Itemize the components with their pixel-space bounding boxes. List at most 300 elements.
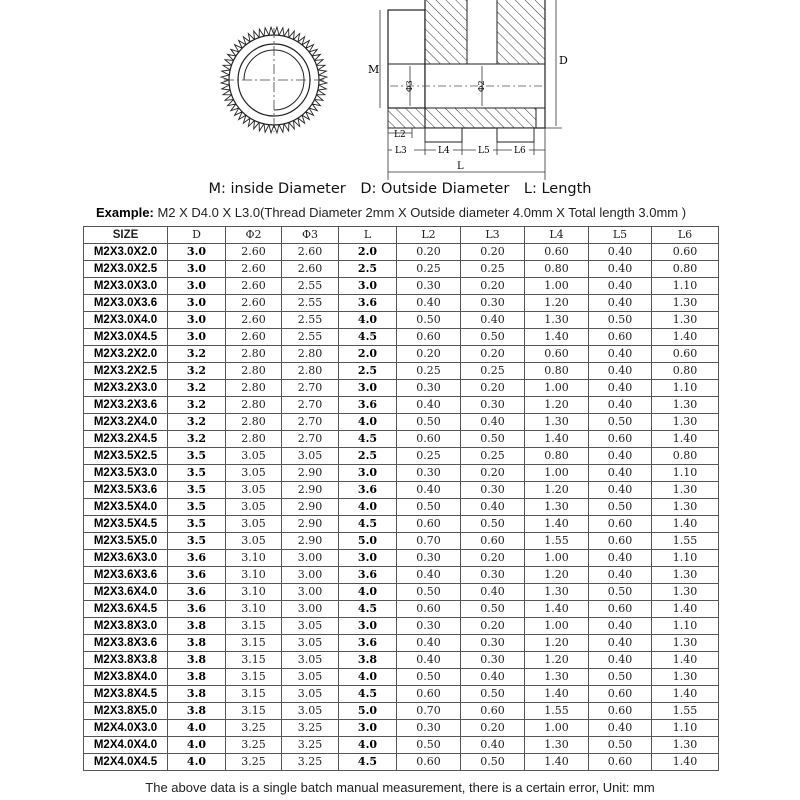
cell-d: 3.5 — [168, 516, 226, 533]
table-row — [84, 346, 719, 363]
cell-d: 3.2 — [168, 380, 226, 397]
table-row — [84, 737, 719, 754]
cell-l3: 0.60 — [461, 703, 525, 720]
cell-l6: 1.10 — [652, 380, 719, 397]
cell-phi2: 3.25 — [226, 754, 282, 771]
cell-phi2: 3.05 — [226, 448, 282, 465]
cell-phi2: 3.15 — [226, 618, 282, 635]
cell-l: 4.5 — [339, 516, 397, 533]
table-row — [84, 431, 719, 448]
cell-l: 2.5 — [339, 261, 397, 278]
cell-l5: 0.40 — [589, 448, 652, 465]
phi2-label: Φ2 — [477, 80, 486, 92]
cell-l2: 0.60 — [397, 516, 461, 533]
cell-size: M2X3.5X2.5 — [84, 448, 168, 465]
cell-phi2: 3.05 — [226, 533, 282, 550]
cell-phi3: 2.80 — [282, 363, 339, 380]
cell-l: 3.0 — [339, 618, 397, 635]
cell-l6: 1.55 — [652, 703, 719, 720]
cell-l3: 0.50 — [461, 754, 525, 771]
cell-l4: 0.80 — [525, 261, 589, 278]
cell-size: M2X3.5X3.6 — [84, 482, 168, 499]
cell-l3: 0.40 — [461, 669, 525, 686]
phi3-label: Φ3 — [405, 80, 414, 92]
col-header-l: L — [339, 227, 397, 244]
cell-size: M2X3.6X4.5 — [84, 601, 168, 618]
cell-l3: 0.40 — [461, 499, 525, 516]
cell-phi3: 2.90 — [282, 465, 339, 482]
cell-d: 3.0 — [168, 261, 226, 278]
cell-l5: 0.40 — [589, 380, 652, 397]
cell-l: 4.0 — [339, 584, 397, 601]
cell-d: 3.2 — [168, 397, 226, 414]
cell-d: 3.6 — [168, 601, 226, 618]
cell-l: 3.0 — [339, 278, 397, 295]
col-header-size: SIZE — [84, 227, 168, 244]
cell-l2: 0.50 — [397, 669, 461, 686]
cell-l3: 0.30 — [461, 652, 525, 669]
cell-d: 3.5 — [168, 465, 226, 482]
table-row — [84, 533, 719, 550]
cell-l5: 0.40 — [589, 295, 652, 312]
cell-l2: 0.60 — [397, 431, 461, 448]
cell-size: M2X3.8X3.6 — [84, 635, 168, 652]
cell-size: M2X4.0X4.5 — [84, 754, 168, 771]
cell-size: M2X3.5X3.0 — [84, 465, 168, 482]
cell-l3: 0.30 — [461, 635, 525, 652]
cell-d: 3.0 — [168, 312, 226, 329]
cell-l5: 0.40 — [589, 618, 652, 635]
cell-l6: 1.10 — [652, 465, 719, 482]
cell-phi2: 3.05 — [226, 499, 282, 516]
cell-l6: 1.30 — [652, 295, 719, 312]
cell-l2: 0.20 — [397, 244, 461, 261]
cell-phi2: 3.25 — [226, 720, 282, 737]
cell-d: 3.0 — [168, 278, 226, 295]
legend-m: M: inside Diameter — [208, 181, 346, 197]
cell-l3: 0.50 — [461, 516, 525, 533]
cell-l3: 0.20 — [461, 244, 525, 261]
cell-l5: 0.60 — [589, 686, 652, 703]
cell-l5: 0.50 — [589, 737, 652, 754]
cell-l3: 0.30 — [461, 567, 525, 584]
cell-l: 4.5 — [339, 754, 397, 771]
cell-l: 4.5 — [339, 686, 397, 703]
cell-phi2: 3.10 — [226, 584, 282, 601]
cell-l5: 0.40 — [589, 346, 652, 363]
cell-phi3: 3.05 — [282, 686, 339, 703]
insert-technical-drawing — [0, 0, 800, 180]
cell-l2: 0.30 — [397, 465, 461, 482]
table-row — [84, 720, 719, 737]
table-row — [84, 618, 719, 635]
l6-label: L6 — [514, 146, 526, 156]
cell-d: 3.2 — [168, 363, 226, 380]
table-row — [84, 397, 719, 414]
cell-l2: 0.50 — [397, 584, 461, 601]
cell-size: M2X3.8X5.0 — [84, 703, 168, 720]
cell-l5: 0.60 — [589, 431, 652, 448]
upper-wall-right — [497, 0, 545, 64]
table-row — [84, 244, 719, 261]
cell-l2: 0.60 — [397, 601, 461, 618]
cell-l5: 0.40 — [589, 261, 652, 278]
cell-size: M2X3.0X2.5 — [84, 261, 168, 278]
cell-size: M2X3.8X4.5 — [84, 686, 168, 703]
example-label: Example: — [96, 205, 154, 220]
table-row — [84, 754, 719, 771]
cell-l5: 0.60 — [589, 601, 652, 618]
cell-l: 2.5 — [339, 363, 397, 380]
col-header-d: D — [168, 227, 226, 244]
cell-phi3: 3.05 — [282, 703, 339, 720]
cell-l4: 1.40 — [525, 431, 589, 448]
table-row — [84, 635, 719, 652]
cell-l2: 0.50 — [397, 499, 461, 516]
cell-l: 3.6 — [339, 295, 397, 312]
cell-phi3: 2.70 — [282, 431, 339, 448]
cell-l6: 1.30 — [652, 482, 719, 499]
cell-size: M2X3.2X3.0 — [84, 380, 168, 397]
cell-l3: 0.50 — [461, 601, 525, 618]
cell-l6: 1.10 — [652, 720, 719, 737]
cell-l2: 0.40 — [397, 567, 461, 584]
cell-l2: 0.30 — [397, 380, 461, 397]
cell-l: 4.0 — [339, 669, 397, 686]
cell-size: M2X3.0X4.0 — [84, 312, 168, 329]
d-label: D — [559, 54, 568, 67]
cell-l: 3.6 — [339, 635, 397, 652]
cell-l: 3.8 — [339, 652, 397, 669]
cell-l3: 0.30 — [461, 295, 525, 312]
table-row — [84, 329, 719, 346]
cell-l6: 1.30 — [652, 635, 719, 652]
cell-phi3: 2.55 — [282, 312, 339, 329]
cell-size: M2X3.2X4.0 — [84, 414, 168, 431]
cell-phi3: 2.70 — [282, 397, 339, 414]
table-row — [84, 482, 719, 499]
cell-d: 3.5 — [168, 448, 226, 465]
cell-d: 3.5 — [168, 533, 226, 550]
cell-l2: 0.60 — [397, 686, 461, 703]
cell-l: 3.0 — [339, 465, 397, 482]
cell-phi2: 2.80 — [226, 346, 282, 363]
upper-wall-left — [425, 0, 467, 64]
cell-phi2: 2.60 — [226, 261, 282, 278]
table-row — [84, 601, 719, 618]
cell-l: 5.0 — [339, 703, 397, 720]
table-row — [84, 465, 719, 482]
cell-l4: 1.20 — [525, 295, 589, 312]
cell-phi3: 3.25 — [282, 754, 339, 771]
cell-l4: 1.00 — [525, 618, 589, 635]
cell-d: 3.2 — [168, 431, 226, 448]
cell-l5: 0.60 — [589, 329, 652, 346]
cell-l2: 0.40 — [397, 397, 461, 414]
cell-l5: 0.40 — [589, 550, 652, 567]
cell-phi2: 2.60 — [226, 244, 282, 261]
cell-l3: 0.50 — [461, 431, 525, 448]
cell-l6: 0.80 — [652, 261, 719, 278]
table-row — [84, 584, 719, 601]
cell-l6: 0.60 — [652, 244, 719, 261]
cell-l6: 1.40 — [652, 686, 719, 703]
table-row — [84, 380, 719, 397]
cell-l6: 1.30 — [652, 737, 719, 754]
cell-l4: 1.00 — [525, 550, 589, 567]
cell-d: 3.6 — [168, 550, 226, 567]
table-row — [84, 567, 719, 584]
table-row — [84, 261, 719, 278]
col-header-phi3: Φ3 — [282, 227, 339, 244]
cell-l5: 0.50 — [589, 499, 652, 516]
cell-phi3: 3.00 — [282, 584, 339, 601]
cell-l: 4.5 — [339, 431, 397, 448]
cell-d: 3.8 — [168, 635, 226, 652]
cell-l6: 1.30 — [652, 499, 719, 516]
cell-l5: 0.60 — [589, 754, 652, 771]
cell-l5: 0.40 — [589, 652, 652, 669]
cell-phi3: 2.55 — [282, 329, 339, 346]
groove-2 — [497, 128, 534, 142]
col-header-l6: L6 — [652, 227, 719, 244]
cell-l2: 0.20 — [397, 346, 461, 363]
cell-l: 3.0 — [339, 380, 397, 397]
cell-phi3: 3.05 — [282, 635, 339, 652]
cell-l5: 0.50 — [589, 312, 652, 329]
cell-l5: 0.50 — [589, 669, 652, 686]
cell-l4: 1.30 — [525, 414, 589, 431]
cell-d: 3.2 — [168, 346, 226, 363]
cell-phi2: 3.15 — [226, 669, 282, 686]
cell-l6: 0.80 — [652, 363, 719, 380]
cell-l: 2.5 — [339, 448, 397, 465]
cell-l5: 0.50 — [589, 584, 652, 601]
cell-l5: 0.40 — [589, 567, 652, 584]
cell-d: 3.6 — [168, 584, 226, 601]
cell-l2: 0.30 — [397, 720, 461, 737]
cell-l2: 0.70 — [397, 703, 461, 720]
cell-l2: 0.50 — [397, 414, 461, 431]
cell-size: M2X3.8X3.0 — [84, 618, 168, 635]
cell-l4: 0.60 — [525, 346, 589, 363]
cell-l3: 0.20 — [461, 380, 525, 397]
cell-d: 3.6 — [168, 567, 226, 584]
cell-l4: 1.00 — [525, 380, 589, 397]
table-row — [84, 363, 719, 380]
table-row — [84, 312, 719, 329]
cell-l2: 0.40 — [397, 635, 461, 652]
cell-l4: 1.20 — [525, 567, 589, 584]
cell-l2: 0.30 — [397, 278, 461, 295]
cell-d: 3.0 — [168, 295, 226, 312]
cell-phi3: 2.70 — [282, 414, 339, 431]
cell-l6: 1.30 — [652, 312, 719, 329]
cell-l: 4.0 — [339, 499, 397, 516]
cell-size: M2X3.2X4.5 — [84, 431, 168, 448]
l2-label: L2 — [394, 130, 406, 140]
cell-phi2: 3.15 — [226, 652, 282, 669]
cell-phi2: 2.60 — [226, 295, 282, 312]
cell-l: 4.0 — [339, 414, 397, 431]
cell-l4: 0.80 — [525, 363, 589, 380]
left-shoulder — [388, 10, 425, 108]
cell-l4: 1.30 — [525, 312, 589, 329]
cell-size: M2X4.0X4.0 — [84, 737, 168, 754]
cell-phi2: 3.05 — [226, 482, 282, 499]
cell-phi3: 2.90 — [282, 499, 339, 516]
cell-d: 4.0 — [168, 754, 226, 771]
table-row — [84, 414, 719, 431]
col-header-phi2: Φ2 — [226, 227, 282, 244]
table-row — [84, 278, 719, 295]
example-text: M2 X D4.0 X L3.0(Thread Diameter 2mm X Outside diameter 4.0mm X Total length 3.0mm ) — [157, 205, 687, 220]
cell-phi2: 2.80 — [226, 380, 282, 397]
cell-l: 5.0 — [339, 533, 397, 550]
cell-size: M2X3.5X4.0 — [84, 499, 168, 516]
cell-l3: 0.40 — [461, 584, 525, 601]
cell-d: 3.8 — [168, 703, 226, 720]
cell-l2: 0.50 — [397, 737, 461, 754]
cell-phi2: 3.10 — [226, 601, 282, 618]
cell-l3: 0.50 — [461, 686, 525, 703]
cell-l4: 1.40 — [525, 601, 589, 618]
cell-l5: 0.40 — [589, 363, 652, 380]
cell-l: 3.6 — [339, 567, 397, 584]
cell-l6: 1.10 — [652, 618, 719, 635]
cell-l2: 0.30 — [397, 550, 461, 567]
table-row — [84, 448, 719, 465]
cell-phi3: 2.60 — [282, 261, 339, 278]
cell-size: M2X3.0X3.0 — [84, 278, 168, 295]
cell-l: 2.0 — [339, 346, 397, 363]
cell-l3: 0.30 — [461, 397, 525, 414]
cell-d: 3.5 — [168, 499, 226, 516]
cell-d: 3.5 — [168, 482, 226, 499]
cell-d: 3.0 — [168, 244, 226, 261]
cell-l6: 1.30 — [652, 669, 719, 686]
cell-l4: 1.55 — [525, 703, 589, 720]
cell-phi3: 2.70 — [282, 380, 339, 397]
end-view — [221, 27, 327, 133]
groove-1 — [425, 128, 462, 142]
table-header-row — [84, 227, 719, 244]
cell-phi3: 3.05 — [282, 618, 339, 635]
cell-l5: 0.40 — [589, 482, 652, 499]
cell-l6: 1.40 — [652, 516, 719, 533]
cell-l3: 0.20 — [461, 618, 525, 635]
cell-phi3: 3.05 — [282, 448, 339, 465]
cell-size: M2X3.2X2.0 — [84, 346, 168, 363]
cell-phi3: 2.55 — [282, 295, 339, 312]
cell-size: M2X3.0X4.5 — [84, 329, 168, 346]
cell-phi3: 3.25 — [282, 737, 339, 754]
cell-phi2: 2.60 — [226, 312, 282, 329]
cell-l3: 0.20 — [461, 465, 525, 482]
cell-l4: 1.30 — [525, 499, 589, 516]
cell-l3: 0.60 — [461, 533, 525, 550]
cell-d: 3.8 — [168, 669, 226, 686]
cell-l5: 0.40 — [589, 635, 652, 652]
cell-d: 4.0 — [168, 720, 226, 737]
cell-l4: 1.00 — [525, 720, 589, 737]
cell-l3: 0.20 — [461, 278, 525, 295]
lower-wall — [388, 108, 536, 128]
cell-phi3: 3.25 — [282, 720, 339, 737]
cell-l3: 0.40 — [461, 737, 525, 754]
cell-phi2: 3.05 — [226, 516, 282, 533]
cell-l2: 0.60 — [397, 329, 461, 346]
cell-l3: 0.30 — [461, 482, 525, 499]
legend-l: L: Length — [523, 181, 592, 197]
cell-size: M2X3.6X3.6 — [84, 567, 168, 584]
cell-phi2: 3.15 — [226, 686, 282, 703]
cell-l4: 1.20 — [525, 652, 589, 669]
cell-l5: 0.50 — [589, 414, 652, 431]
cell-l2: 0.50 — [397, 312, 461, 329]
cell-l3: 0.20 — [461, 346, 525, 363]
cell-l3: 0.50 — [461, 329, 525, 346]
cell-phi2: 3.15 — [226, 703, 282, 720]
cell-l6: 1.40 — [652, 329, 719, 346]
table-row — [84, 652, 719, 669]
cell-l6: 1.40 — [652, 601, 719, 618]
col-header-l3: L3 — [461, 227, 525, 244]
cell-l5: 0.60 — [589, 516, 652, 533]
cell-phi2: 3.10 — [226, 550, 282, 567]
cell-size: M2X3.6X3.0 — [84, 550, 168, 567]
cell-phi3: 2.60 — [282, 244, 339, 261]
cell-l2: 0.40 — [397, 652, 461, 669]
cell-d: 3.8 — [168, 652, 226, 669]
cell-l6: 1.10 — [652, 550, 719, 567]
col-header-l5: L5 — [589, 227, 652, 244]
table-row — [84, 499, 719, 516]
cell-l6: 0.80 — [652, 448, 719, 465]
cell-l: 3.0 — [339, 720, 397, 737]
cell-l2: 0.25 — [397, 448, 461, 465]
cell-phi2: 3.15 — [226, 635, 282, 652]
cell-d: 4.0 — [168, 737, 226, 754]
cell-l: 3.6 — [339, 397, 397, 414]
table-row — [84, 516, 719, 533]
cell-l6: 1.30 — [652, 567, 719, 584]
cell-l4: 1.55 — [525, 533, 589, 550]
cell-l6: 1.10 — [652, 278, 719, 295]
col-header-l2: L2 — [397, 227, 461, 244]
cell-l: 3.6 — [339, 482, 397, 499]
cell-l: 4.0 — [339, 312, 397, 329]
cell-l6: 1.30 — [652, 397, 719, 414]
cell-l4: 1.30 — [525, 737, 589, 754]
cell-size: M2X3.0X2.0 — [84, 244, 168, 261]
l5-label: L5 — [478, 146, 490, 156]
cell-l4: 1.20 — [525, 635, 589, 652]
cell-d: 3.2 — [168, 414, 226, 431]
cell-l3: 0.20 — [461, 720, 525, 737]
legend-d: D: Outside Diameter — [360, 181, 510, 197]
col-header-l4: L4 — [525, 227, 589, 244]
cell-l4: 1.40 — [525, 516, 589, 533]
cell-l: 4.0 — [339, 737, 397, 754]
side-section-view — [368, 0, 568, 180]
cell-phi2: 2.80 — [226, 414, 282, 431]
cell-l4: 1.00 — [525, 465, 589, 482]
table-row — [84, 686, 719, 703]
table-row — [84, 550, 719, 567]
table-body — [84, 244, 719, 771]
cell-phi2: 2.60 — [226, 278, 282, 295]
